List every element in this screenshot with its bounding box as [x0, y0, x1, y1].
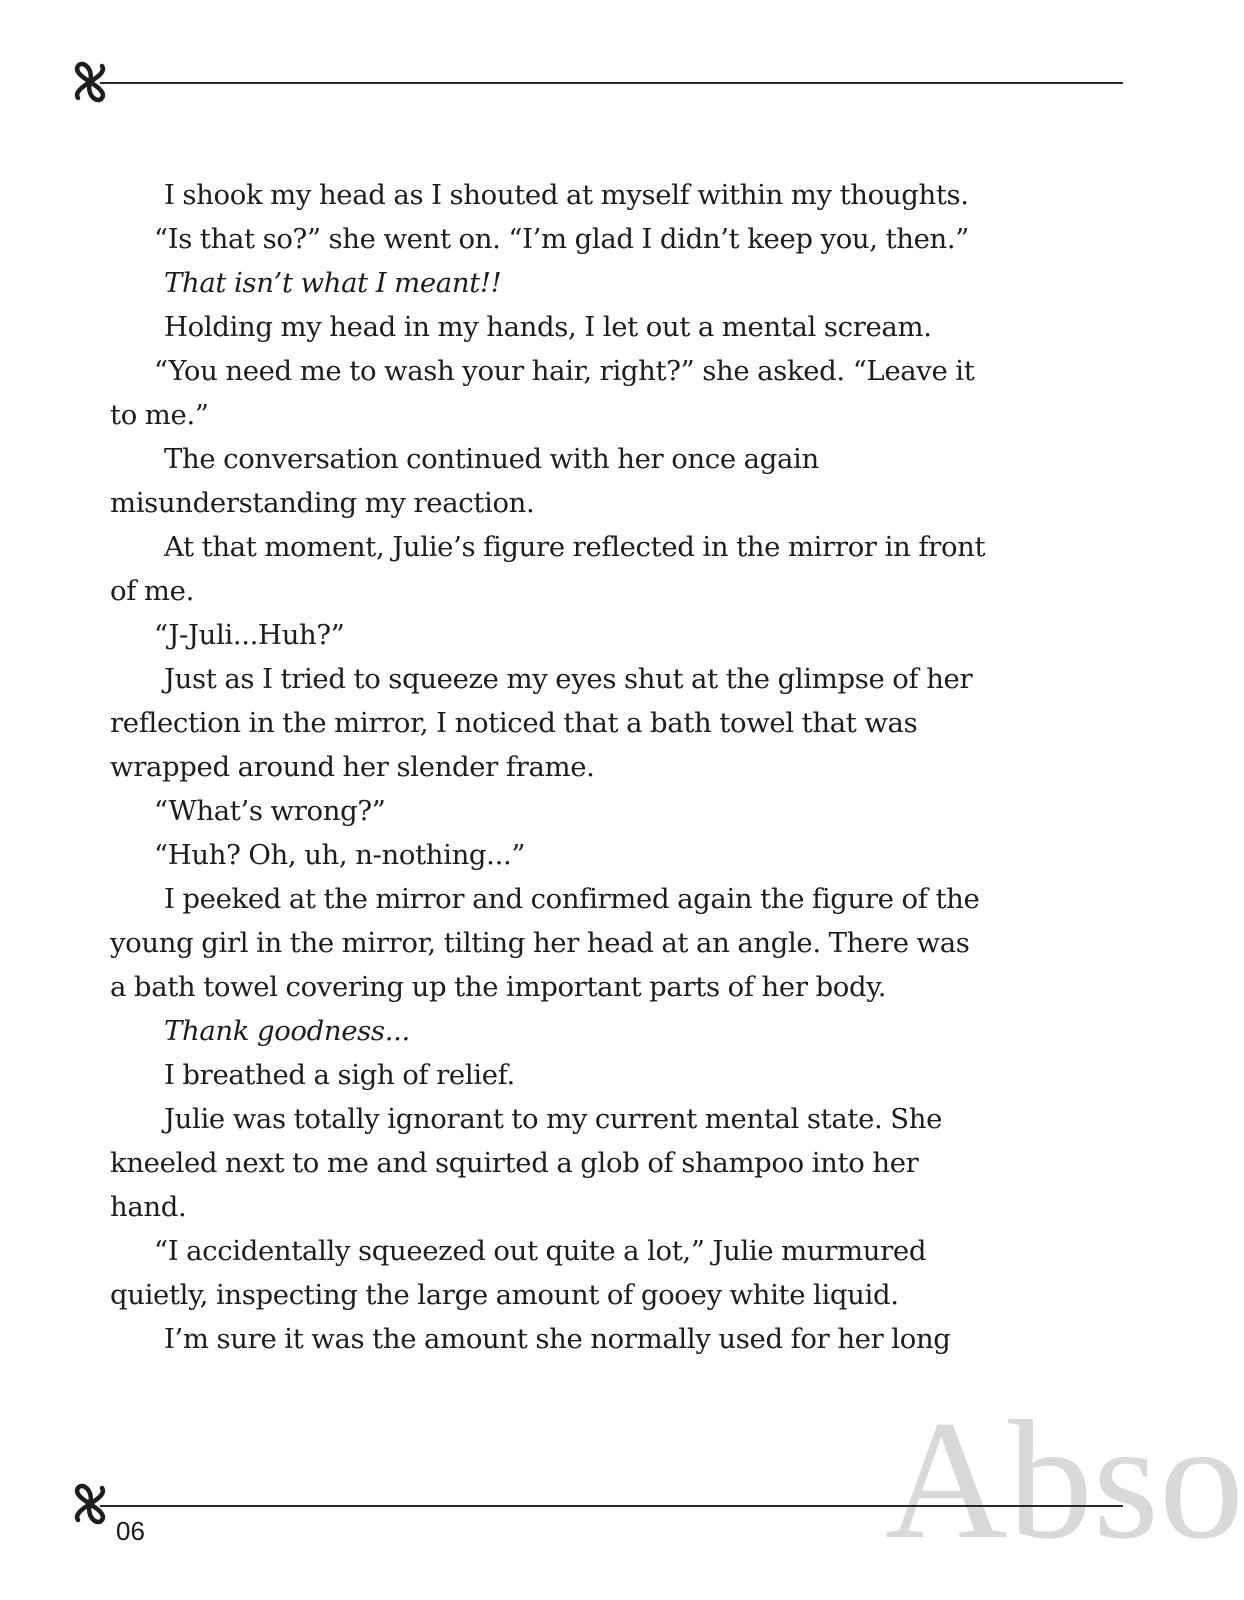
footer-rule — [100, 1505, 1123, 1507]
paragraph: “What’s wrong?” — [154, 795, 386, 827]
body-text — [110, 173, 990, 1361]
paragraph: “Is that so?” she went on. “I’m glad I didn’t keep you, then.” — [154, 223, 970, 255]
paragraph: I shook my head as I shouted at myself within my thoughts. — [164, 179, 969, 211]
paragraph: Holding my head in my hands, I let out a mental scream. — [164, 311, 932, 343]
paragraph: The conversation continued with her once again misunderstanding my reaction. — [110, 443, 819, 519]
paragraph: I breathed a sigh of relief. — [164, 1059, 515, 1091]
paragraph: That isn’t what I meant!! — [164, 267, 502, 299]
paragraph: I’m sure it was the amount she normally used for her long — [164, 1323, 951, 1355]
paragraph: “I accidentally squeezed out quite a lot,” Julie murmured quietly, inspecting the large amount of gooey white liquid. — [110, 1235, 927, 1311]
paragraph: Just as I tried to squeeze my eyes shut at the glimpse of her reflection in the mirror, I noticed that a bath towel that was wrapped around her slender frame. — [110, 663, 973, 783]
paragraph: “You need me to wash your hair, right?” she asked. “Leave it to me.” — [110, 355, 975, 431]
ornament-icon — [72, 62, 108, 102]
paragraph: “Huh? Oh, uh, n-nothing...” — [154, 839, 526, 871]
header-rule — [100, 82, 1123, 84]
ornament-icon — [72, 1484, 108, 1524]
paragraph: I peeked at the mirror and confirmed again the figure of the young girl in the mirror, tilting her head at an angle. There was a bath towel covering up the important parts of her body. — [110, 883, 980, 1003]
paragraph: Julie was totally ignorant to my current mental state. She kneeled next to me and squirted a glob of shampoo into her hand. — [110, 1103, 943, 1223]
page-number: 06 — [116, 1516, 145, 1546]
paragraph: Thank goodness... — [164, 1015, 410, 1047]
paragraph: “J-Juli...Huh?” — [154, 619, 345, 651]
watermark: Abso — [885, 1386, 1244, 1574]
paragraph: At that moment, Julie’s figure reflected in the mirror in front of me. — [110, 531, 986, 607]
